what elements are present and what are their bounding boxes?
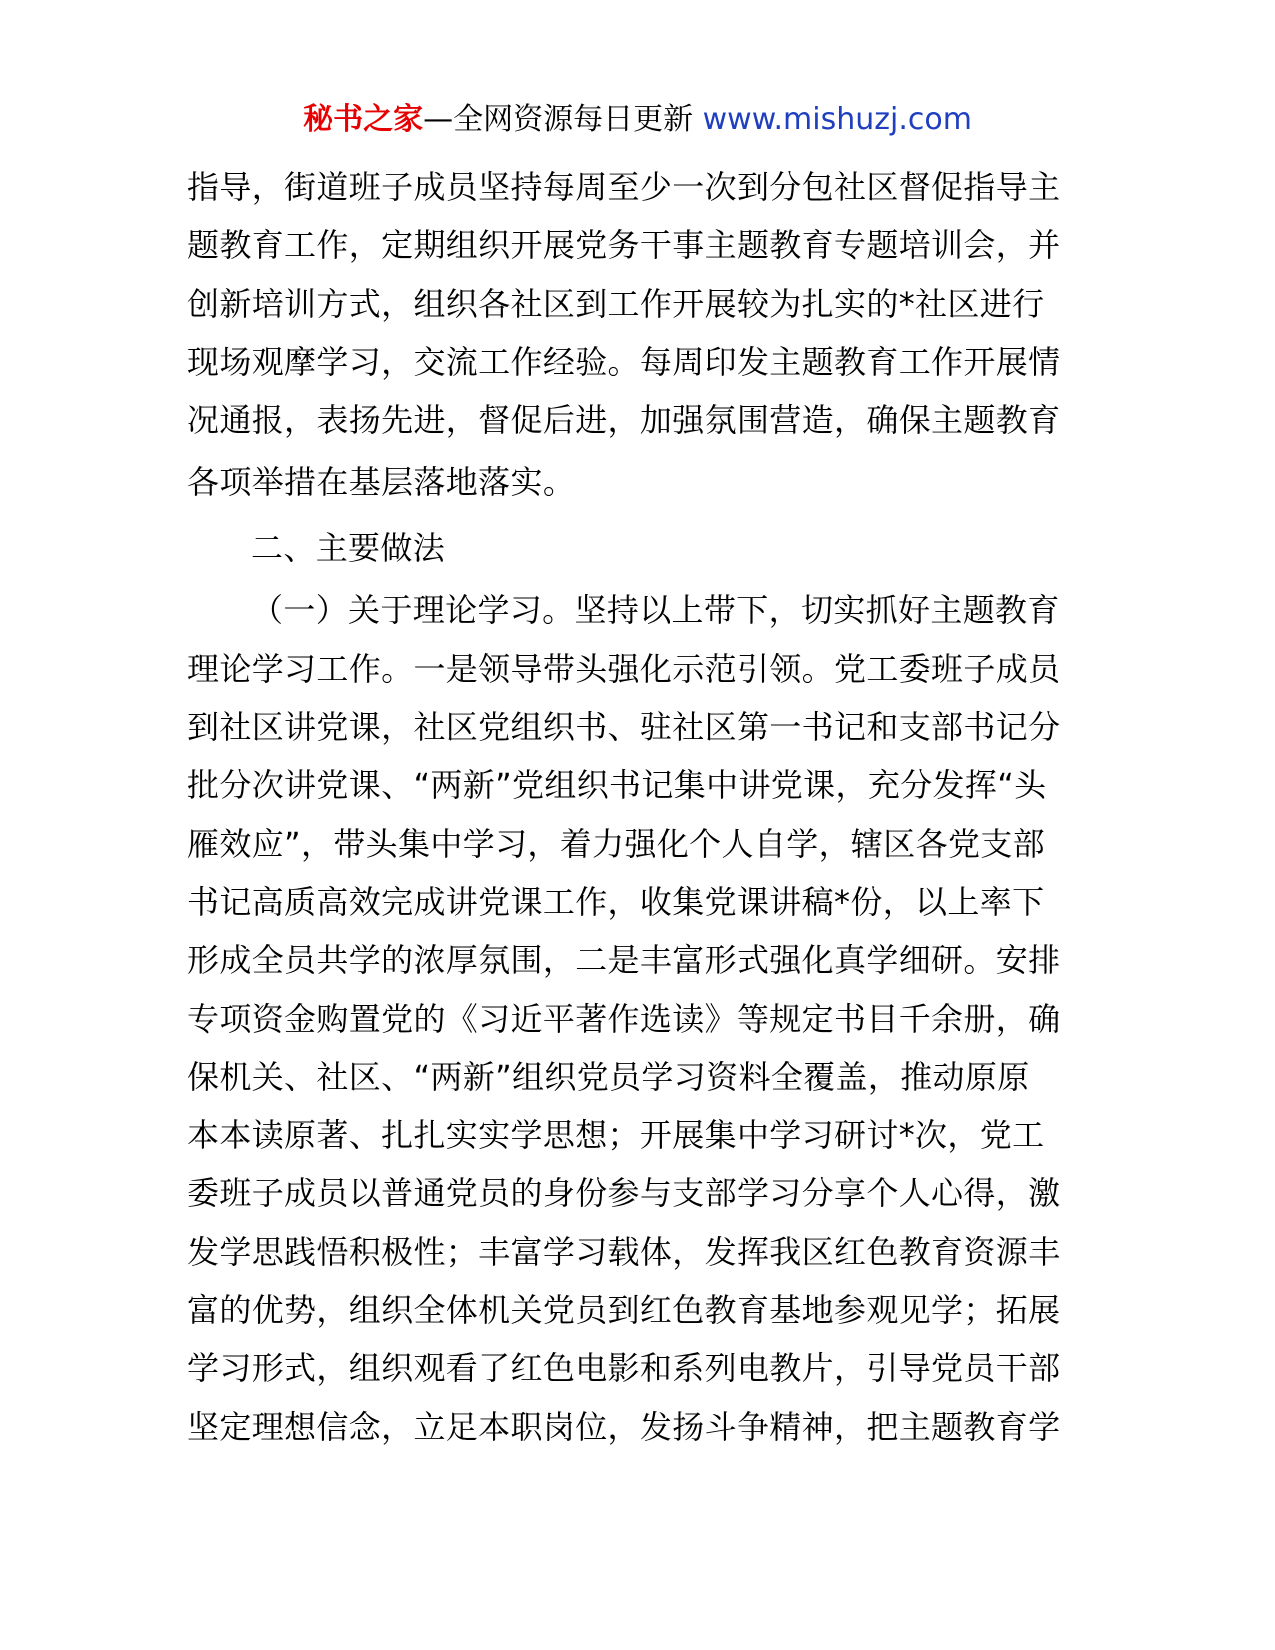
text-line: 书记高质高效完成讲党课工作，收集党课讲稿*份，以上率下: [187, 882, 1045, 921]
text-line: 况通报，表扬先进，督促后进，加强氛围营造，确保主题教育: [187, 401, 1061, 440]
text-line: 形成全员共学的浓厚氛围，二是丰富形式强化真学细研。安排: [187, 941, 1061, 980]
text-line: 理论学习工作。一是领导带头强化示范引领。党工委班子成员: [187, 649, 1061, 688]
text-line: 保机关、社区、“两新”组织党员学习资料全覆盖，推动原原: [187, 1057, 1030, 1096]
brand-name: 秘书之家: [303, 102, 424, 137]
text-line: 题教育工作，定期组织开展党务干事主题教育专题培训会，并: [187, 226, 1061, 265]
header-tagline: —全网资源每日更新: [423, 102, 703, 137]
text-line: 发学思践悟积极性；丰富学习载体，发挥我区红色教育资源丰: [187, 1232, 1061, 1271]
text-line: 到社区讲党课，社区党组织书、驻社区第一书记和支部书记分: [187, 708, 1061, 747]
text-line: 指导，街道班子成员坚持每周至少一次到分包社区督促指导主: [187, 168, 1061, 206]
text-line: （一）关于理论学习。坚持以上带下，切实抓好主题教育: [251, 591, 1060, 630]
text-line: 富的优势，组织全体机关党员到红色教育基地参观见学；拓展: [187, 1291, 1061, 1330]
text-line: 本本读原著、扎扎实实学思想；开展集中学习研讨*次，党工: [187, 1116, 1045, 1155]
text-line: 创新培训方式，组织各社区到工作开展较为扎实的*社区进行: [187, 284, 1045, 323]
text-line: 委班子成员以普通党员的身份参与支部学习分享个人心得，激: [187, 1174, 1061, 1213]
text-line: 坚定理想信念，立足本职岗位，发扬斗争精神，把主题教育学: [187, 1407, 1061, 1446]
website-link[interactable]: www.mishuzj.com: [702, 102, 972, 137]
text-line: 批分次讲党课、“两新”党组织书记集中讲党课，充分发挥“头: [187, 766, 1047, 805]
text-line: 学习形式，组织观看了红色电影和系列电教片，引导党员干部: [187, 1349, 1061, 1388]
section-heading: 二、主要做法: [251, 529, 446, 568]
text-line: 现场观摩学习，交流工作经验。每周印发主题教育工作开展情: [187, 342, 1061, 381]
text-line: 各项举措在基层落地落实。: [187, 463, 576, 502]
text-line: 专项资金购置党的《习近平著作选读》等规定书目千余册，确: [187, 999, 1061, 1038]
document-body: [187, 158, 1087, 1456]
page-header: [0, 100, 1275, 140]
text-line: 雁效应”，带头集中学习，着力强化个人自学，辖区各党支部: [187, 824, 1046, 863]
